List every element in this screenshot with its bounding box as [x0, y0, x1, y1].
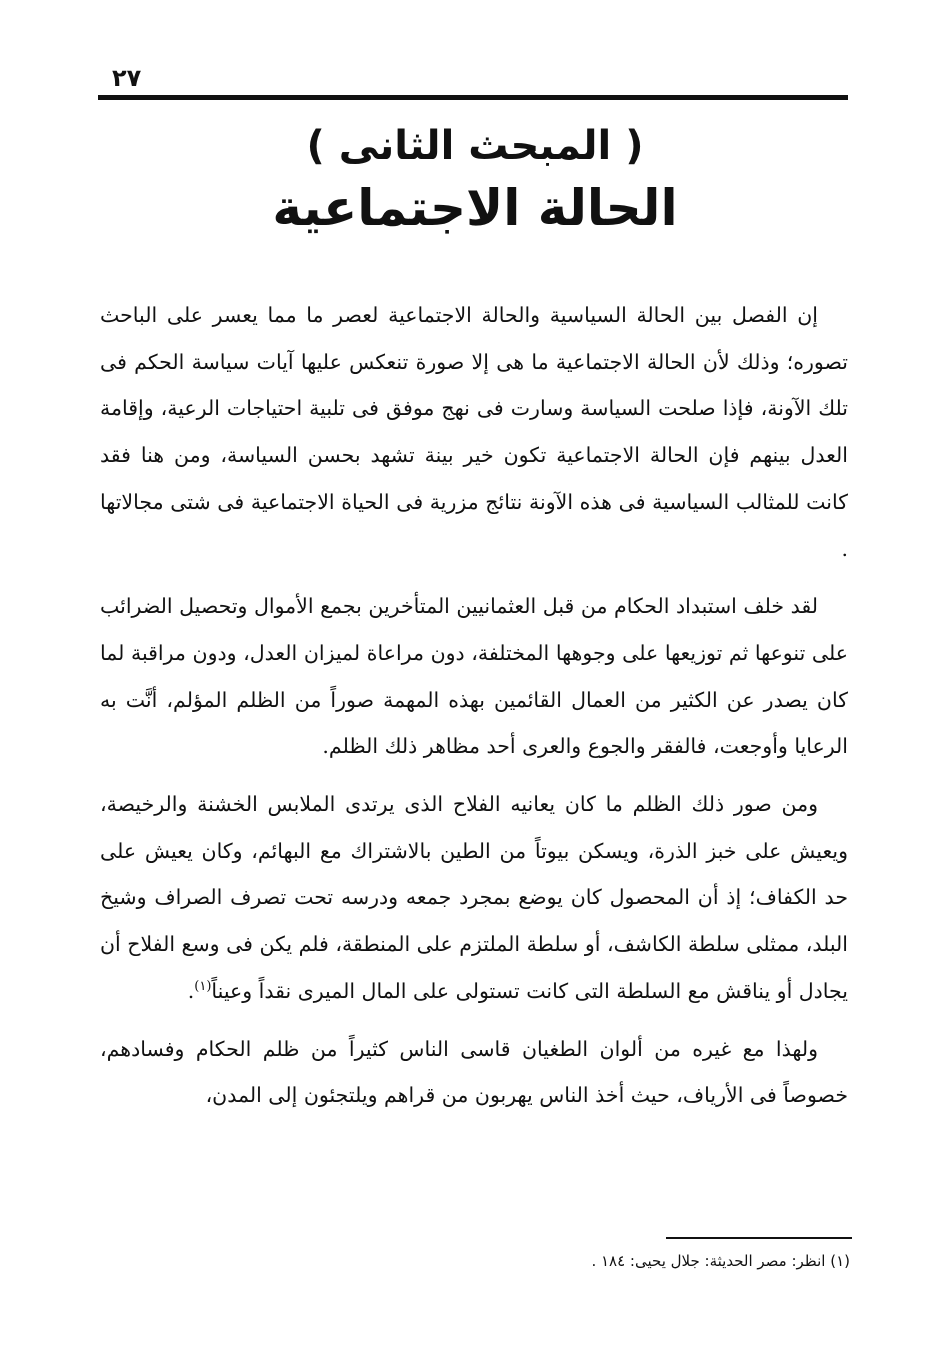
- header-rule: [98, 95, 848, 100]
- section-title: ( المبحث الثانى ): [306, 123, 644, 169]
- page-number: ٢٧: [112, 64, 142, 92]
- paragraph-1: إن الفصل بين الحالة السياسية والحالة الاجتماعية لعصر ما مما يعسر على الباحث تصوره؛ وذلك لأن الحالة الاجتماعية ما هى إلا صورة تنعكس عليها آيات سياسة الحكم فى تلك الآونة، فإذا صلحت السياسة وسارت فى نهج موفق فى تلبية احتياجات الرعية، وإقامة العدل بينهم فإن الحالة الاجتماعية تكون خير بينة تشهد بحسن السياسة، ومن هنا فقد كانت للمثالب السياسية فى هذه الآونة نتائج مزرية فى الحياة الاجتماعية فى شتى مجالاتها .: [100, 303, 848, 561]
- body-text: [100, 292, 848, 1130]
- chapter-title: الحالة الاجتماعية: [272, 179, 678, 237]
- paragraph-2: لقد خلف استبداد الحكام من قبل العثمانيين المتأخرين بجمع الأموال وتحصيل الضرائب على تنوعها ثم توزيعها على وجوهها المختلفة، دون مراعاة لميزان العدل، ودون مراقبة لما كان يصدر عن الكثير من العمال القائمين بهذه المهمة صوراً من الظلم المؤلم، أنَّت به الرعايا وأوجعت، فالفقر والجوع والعرى أحد مظاهر ذلك الظلم.: [100, 594, 848, 759]
- paragraph-4: ولهذا مع غيره من ألوان الطغيان قاسى الناس كثيراً من ظلم الحكام وفسادهم، خصوصاً فى الأرياف، حيث أخذ الناس يهربون من قراهم ويلتجئون إلى المدن،: [100, 1036, 848, 1108]
- paragraph-3: ومن صور ذلك الظلم ما كان يعانيه الفلاح الذى يرتدى الملابس الخشنة والرخيصة، ويعيش على خبز الذرة، ويسكن بيوتاً من الطين بالاشتراك مع البهائم، وكان يعيش على حد الكفاف؛ إذ أن المحصول كان يوضع بمجرد جمعه ودرسه تحت تصرف الصراف وشيخ البلد، ممثلى سلطة الكاشف، أو سلطة الملتزم على المنطقة، فلم يكن فى وسع الفلاح أن يجادل أو يناقش مع السلطة التى كانت تستولى على المال الميرى نقداً وعيناً$^{(١)}$.: [100, 792, 848, 1003]
- footnote-marker: (١): [194, 979, 212, 995]
- title-block: [100, 118, 850, 242]
- footnote: (١) انظر: مصر الحديثة: جلال يحيى: ١٨٤ .: [591, 1252, 850, 1270]
- footnote-rule: [666, 1237, 852, 1239]
- paragraph-3-text: ومن صور ذلك الظلم ما كان يعانيه الفلاح الذى يرتدى الملابس الخشنة والرخيصة، ويعيش على خبز الذرة، ويسكن بيوتاً من الطين بالاشتراك مع البهائم، وكان يعيش على حد الكفاف؛ إذ أن المحصول كان يوضع بمجرد جمعه ودرسه تحت تصرف الصراف وشيخ البلد، ممثلى سلطة الكاشف، أو سلطة الملتزم على المنطقة، فلم يكن فى وسع الفلاح أن يجادل أو يناقش مع السلطة التى كانت تستولى على المال الميرى نقداً وعيناً: [100, 792, 848, 1003]
